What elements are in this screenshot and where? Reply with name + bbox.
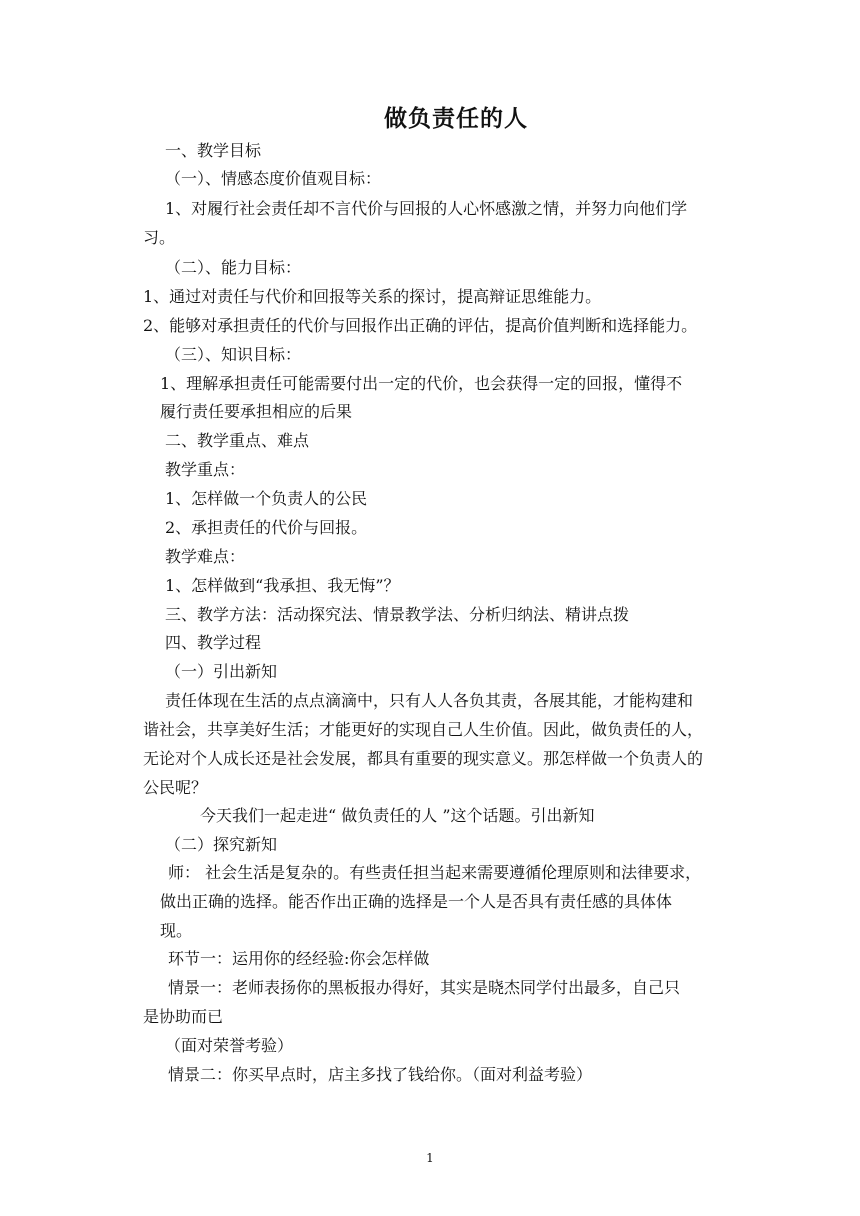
page-number: 1 [426, 1151, 434, 1165]
text-line: 1、通过对责任与代价和回报等关系的探讨，提高辩证思维能力。 [143, 287, 602, 306]
text-line: 2、能够对承担责任的代价与回报作出正确的评估，提高价值判断和选择能力。 [143, 316, 698, 335]
section-heading-methods: 三、教学方法：活动探究法、情景教学法、分析归纳法、精讲点拨 [165, 605, 630, 624]
text-line: 1、怎样做到“我承担、我无悔”？ [165, 576, 400, 595]
subsection-heading-emotion: （一）、情感态度价值观目标： [165, 169, 382, 188]
subsection-heading-ability: （二）、能力目标： [165, 258, 302, 277]
text-line: 情景二：你买早点时，店主多找了钱给你。（面对利益考验） [168, 1065, 593, 1084]
text-line: 是协助而已 [143, 1007, 224, 1026]
text-line: 习。 [143, 228, 176, 247]
subsection-heading-intro: （一）引出新知 [165, 662, 278, 681]
text-line: 2、承担责任的代价与回报。 [165, 518, 368, 537]
subsection-heading-explore: （二）探究新知 [165, 835, 278, 854]
text-line: 履行责任要承担相应的后果 [160, 402, 353, 421]
section-heading-key-points: 二、教学重点、难点 [165, 431, 310, 450]
text-line: 情景一：老师表扬你的黑板报办得好，其实是晓杰同学付出最多，自己只 [168, 978, 681, 997]
document-title: 做负责任的人 [384, 105, 528, 132]
subsection-heading-knowledge: （三）、知识目标： [165, 345, 302, 364]
text-line: 教学重点： [165, 460, 246, 479]
text-line: 责任体现在生活的点点滴滴中，只有人人各负其责，各展其能，才能构建和 [165, 691, 694, 710]
text-line: 1、对履行社会责任却不言代价与回报的人心怀感激之情，并努力向他们学 [165, 199, 688, 218]
section-heading-process: 四、教学过程 [165, 633, 262, 652]
text-line: 公民呢？ [143, 778, 208, 797]
text-line: （面对荣誉考验） [165, 1036, 294, 1055]
text-line: 环节一：运用你的经经验:你会怎样做 [168, 949, 430, 968]
text-line: 谐社会，共享美好生活；才能更好的实现自己人生价值。因此，做负责任的人， [143, 720, 704, 739]
section-heading-objectives: 一、教学目标 [165, 141, 262, 160]
text-line: 师： 社会生活是复杂的。有些责任担当起来需要遵循伦理原则和法律要求， [168, 863, 702, 882]
text-line: 做出正确的选择。能否作出正确的选择是一个人是否具有责任感的具体体 [160, 892, 673, 911]
text-line: 1、怎样做一个负责人的公民 [165, 489, 368, 508]
text-line: 无论对个人成长还是社会发展，都具有重要的现实意义。那怎样做一个负责人的 [143, 749, 704, 768]
text-line: 现。 [160, 921, 193, 940]
text-line: 今天我们一起走进“ 做负责任的人 ”这个话题。引出新知 [200, 806, 595, 825]
text-line: 1、理解承担责任可能需要付出一定的代价，也会获得一定的回报，懂得不 [160, 374, 683, 393]
text-line: 教学难点： [165, 547, 246, 566]
